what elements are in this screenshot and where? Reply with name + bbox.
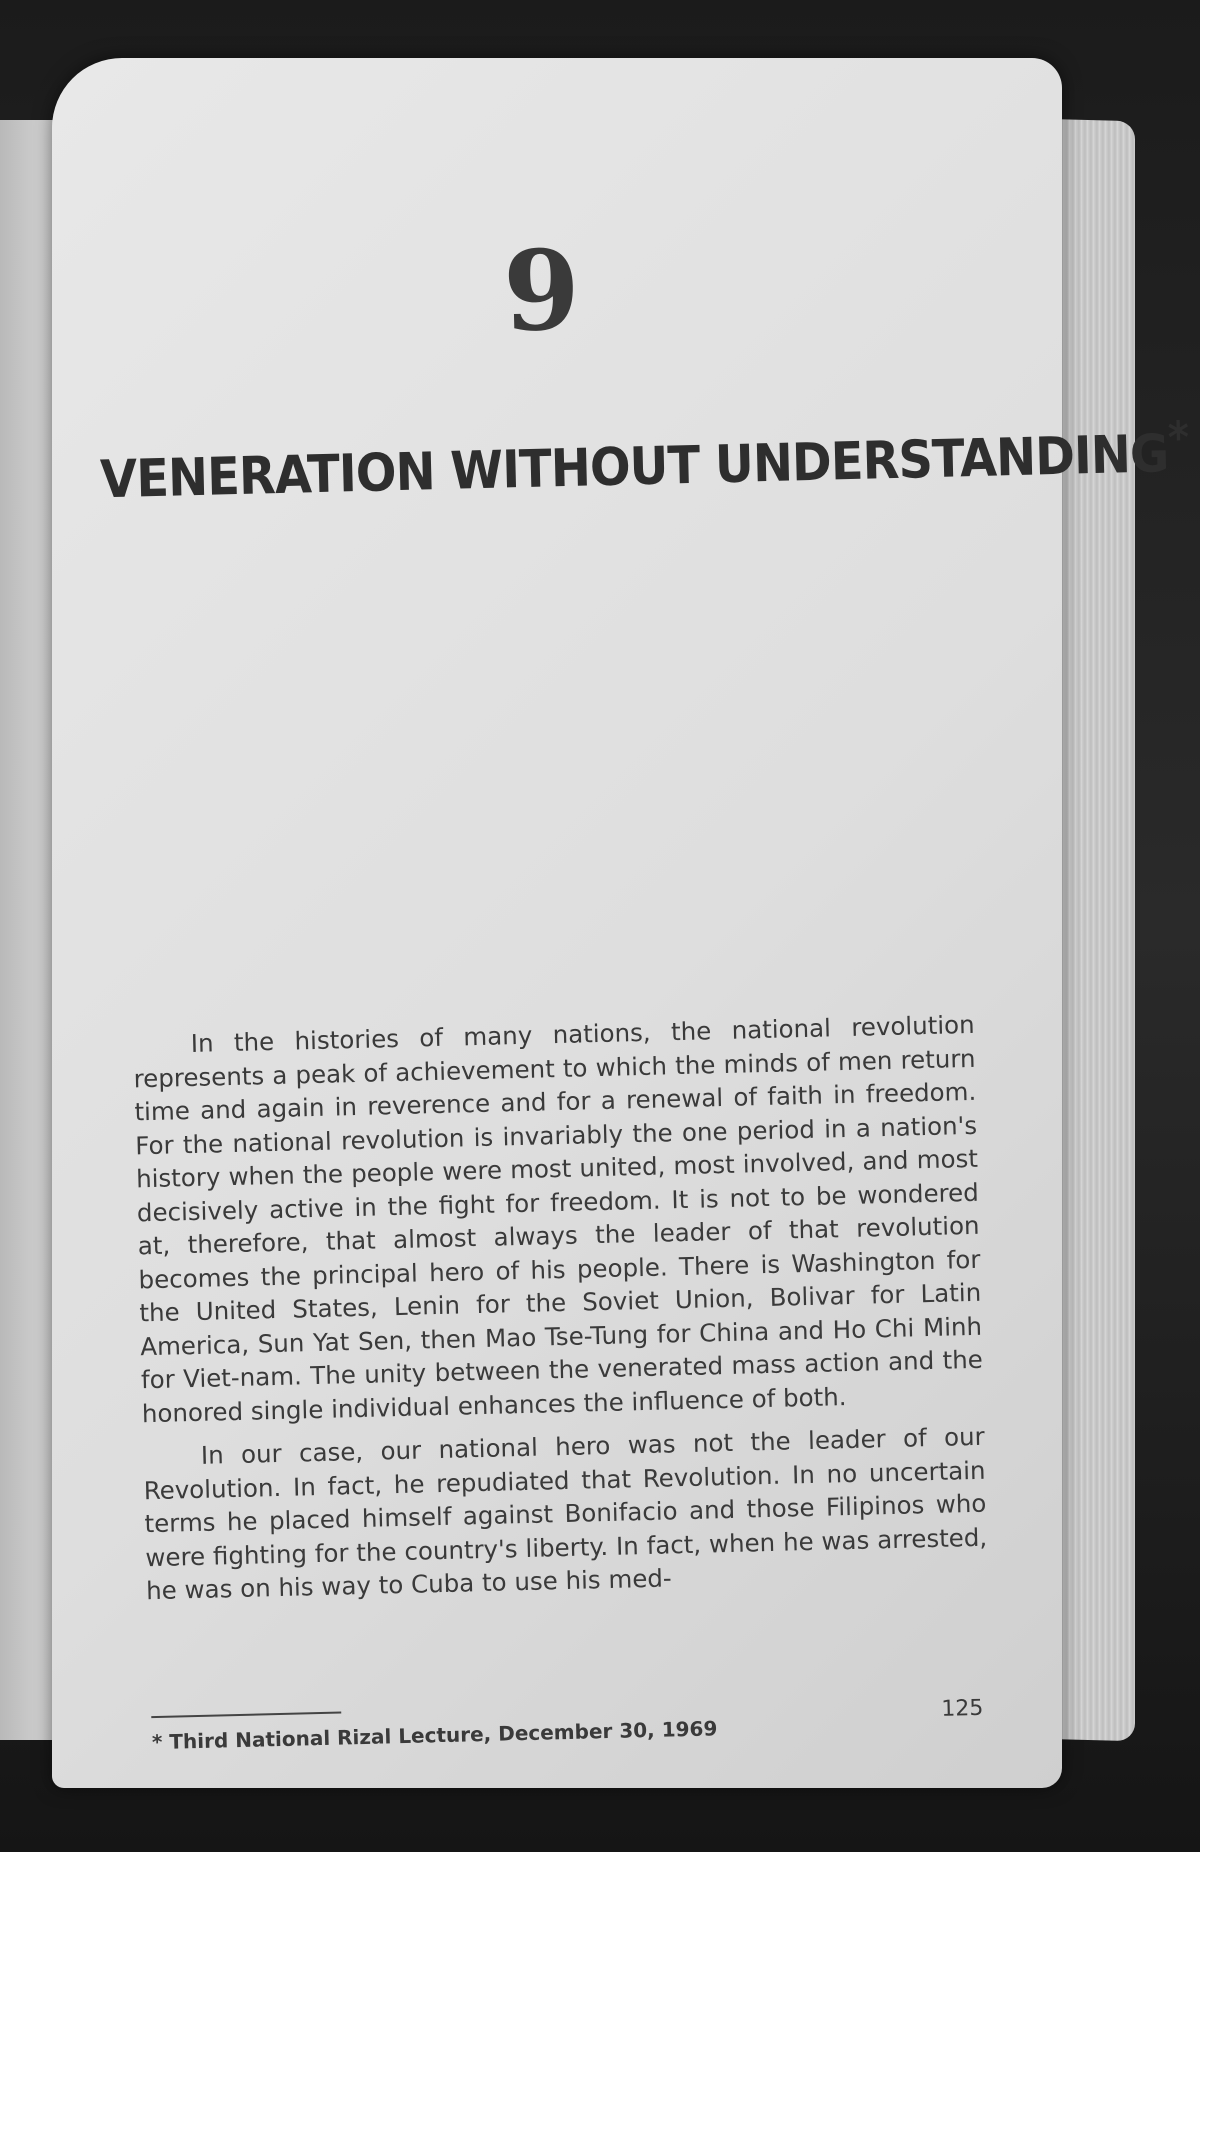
chapter-title-text: VENERATION WITHOUT UNDERSTANDING bbox=[99, 424, 1169, 511]
chapter-number: 9 bbox=[501, 225, 582, 357]
page-number: 125 bbox=[941, 1695, 984, 1722]
page-content bbox=[31, 46, 1189, 1800]
book-page bbox=[52, 58, 1189, 1788]
chapter-title bbox=[99, 412, 1189, 511]
body-text bbox=[132, 1008, 988, 1608]
paragraph: In our case, our national hero was not the leader of our Revolution. In fact, he repudiated that Revolution. In no uncertain terms he placed himself against Bonifacio and those Filipinos who were fighting for the country's liberty. In fact, when he was arrested, he was on his way to Cuba to use his med- bbox=[143, 1421, 988, 1606]
footnote-rule bbox=[151, 1712, 341, 1719]
footnote-asterisk: * bbox=[1167, 412, 1189, 464]
footnote: * Third National Rizal Lecture, December 30, 1969 bbox=[151, 1716, 718, 1755]
paragraph: In the histories of many nations, the national revolution represents a peak of achievement to which the minds of men return time and again in reverence and for a renewal of faith in freedom. For the national revolution is invariably the one period in a nation's history when the people were most united, most involved, and most decisively active in the fight for freedom. It is not to be wondered at, therefore, that almost always the leader of that revolution becomes the principal hero of his people. There is Washington for the United States, Lenin for the Soviet Union, Bolivar for Latin America, Sun Yat Sen, then Mao Tse-Tung for China and Ho Chi Minh for Viet-nam. The unity between the venerated mass action and the honored single individual enhances the influence of both. bbox=[133, 1009, 984, 1428]
